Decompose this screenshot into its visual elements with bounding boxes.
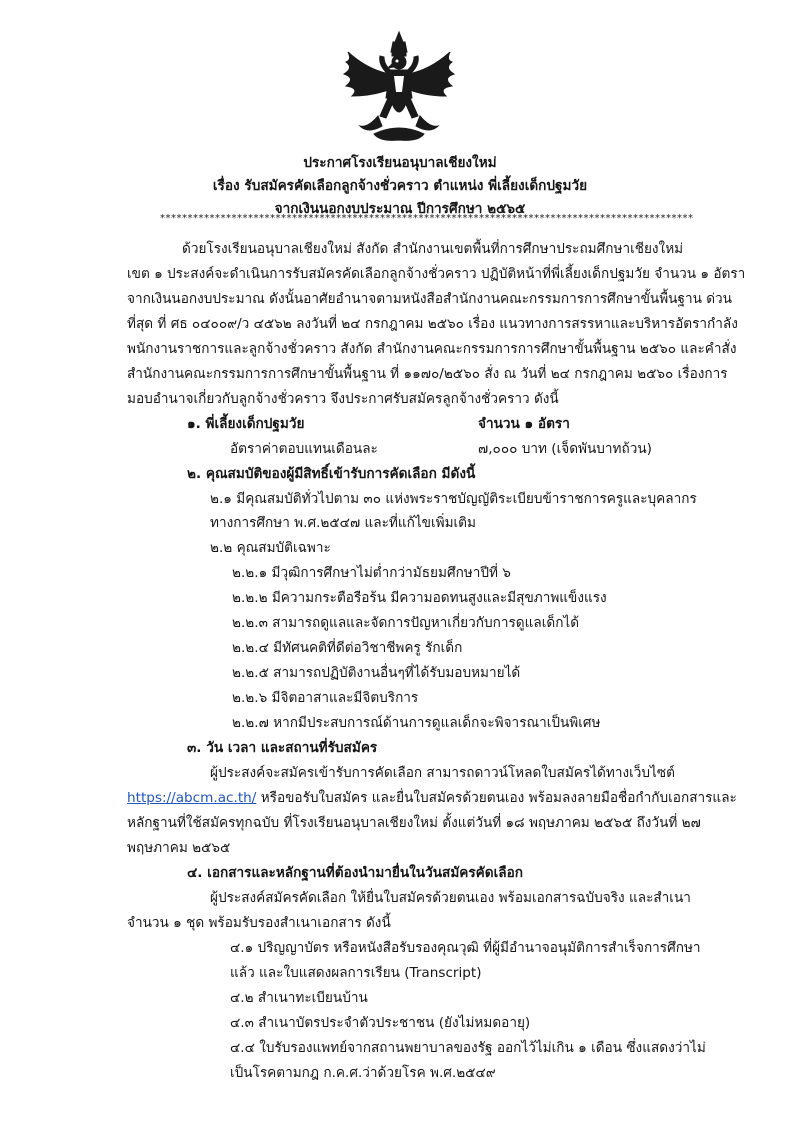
specific-qualification: ๒.๒.๑ มีวุฒิการศึกษาไม่ต่ำกว่ามัธยมศึกษาปีที่ ๖ [232,565,511,581]
document-item: ๔.๔ ใบรับรองแพทย์จากสถานพยาบาลของรัฐ ออกไว้ไม่เกิน ๑ เดือน ซึ่งแสดงว่าไม่ [230,1040,706,1056]
document-item: แล้ว และใบแสดงผลการเรียน (Transcript) [230,965,482,981]
document-item: ๔.๒ สำเนาทะเบียนบ้าน [230,990,368,1006]
specific-qualification: ๒.๒.๒ มีความกระตือรือร้น มีความอดทนสูงและมีสุขภาพแข็งแรง [232,590,607,606]
documents-line: จำนวน ๑ ชุด พร้อมรับรองสำเนาเอกสาร ดังนี้ [127,915,391,931]
application-heading: ๓. วัน เวลา และสถานที่รับสมัคร [187,740,378,756]
document-item: เป็นโรคตามกฎ ก.ค.ศ.ว่าด้วยโรค พ.ศ.๒๕๔๙ [230,1065,496,1081]
intro-line: สำนักงานคณะกรรมการการศึกษาขั้นพื้นฐาน ที่ ๑๑๗๐/๒๕๖๐ สั่ง ณ วันที่ ๒๔ กรกฎาคม ๒๕๖๐ เรื่องการ [127,366,728,382]
website-link[interactable]: https://abcm.ac.th/ [127,790,257,806]
specific-qualification: ๒.๒.๗ หากมีประสบการณ์ด้านการดูแลเด็กจะพิจารณาเป็นพิเศษ [232,715,601,731]
specific-qualification: ๒.๒.๖ มีจิตอาสาและมีจิตบริการ [232,690,419,706]
intro-line: เขต ๑ ประสงค์จะดำเนินการรับสมัครคัดเลือกลูกจ้างชั่วคราว ปฏิบัติหน้าที่พี่เลี้ยงเด็กปฐมวัย จำนวน ๑ อัตรา [127,266,746,282]
announcement-subject: เรื่อง รับสมัครคัดเลือกลูกจ้างชั่วคราว ตำแหน่ง พี่เลี้ยงเด็กปฐมวัย [212,178,588,194]
documents-heading: ๔. เอกสารและหลักฐานที่ต้องนำมายื่นในวันสมัครคัดเลือก [187,865,523,881]
intro-line: มอบอำนาจเกี่ยวกับลูกจ้างชั่วคราว จึงประกาศรับสมัครลูกจ้างชั่วคราว ดังนี้ [127,391,559,407]
specific-qualification: ๒.๒.๓ สามารถดูแลและจัดการปัญหาเกี่ยวกับการดูแลเด็กได้ [232,615,580,631]
application-line [127,786,737,808]
specific-qualifications-heading: ๒.๒ คุณสมบัติเฉพาะ [210,540,331,556]
application-line: ผู้ประสงค์จะสมัครเข้ารับการคัดเลือก สามารถดาวน์โหลดใบสมัครได้ทางเว็บไซต์ [210,765,675,781]
wage-label: อัตราค่าตอบแทนเดือนละ [230,441,378,457]
wage-value: ๗,๐๐๐ บาท (เจ็ดพันบาทถ้วน) [478,441,652,457]
announcement-fiscal-year: จากเงินนอกงบประมาณ ปีการศึกษา ๒๕๖๕ [274,201,526,217]
application-line-rest: หรือขอรับใบสมัคร และยื่นใบสมัครด้วยตนเอง พร้อมลงลายมือชื่อกำกับเอกสารและ [256,790,737,806]
general-qualification: ๒.๑ มีคุณสมบัติทั่วไปตาม ๓๐ แห่งพระราชบัญญัติระเบียบข้าราชการครูและบุคลากร [210,491,697,507]
garuda-emblem-icon [338,30,460,148]
specific-qualification: ๒.๒.๕ สามารถปฏิบัติงานอื่นๆที่ได้รับมอบหมายได้ [232,665,521,681]
intro-line: พนักงานราชการและลูกจ้างชั่วคราว สังกัด สำนักงานคณะกรรมการการศึกษาขั้นพื้นฐาน ๒๕๖๐ และคำสั่ง [127,341,737,357]
general-qualification: ทางการศึกษา พ.ศ.๒๕๔๗ และที่แก้ไขเพิ่มเติม [210,515,476,531]
star-divider: ************************************************************************************************* [160,213,694,224]
intro-line: ด้วยโรงเรียนอนุบาลเชียงใหม่ สังกัด สำนักงานเขตพื้นที่การศึกษาประถมศึกษาเชียงใหม่ [182,241,684,257]
document-item: ๔.๓ สำเนาบัตรประจำตัวประชาชน (ยังไม่หมดอายุ) [230,1015,531,1031]
documents-line: ผู้ประสงค์สมัครคัดเลือก ให้ยื่นใบสมัครด้วยตนเอง พร้อมเอกสารฉบับจริง และสำเนา [210,890,691,906]
application-line: หลักฐานที่ใช้สมัครทุกฉบับ ที่โรงเรียนอนุบาลเชียงใหม่ ตั้งแต่วันที่ ๑๘ พฤษภาคม ๒๕๖๕ ถึงวันที่ ๒๗ [127,815,701,831]
application-line: พฤษภาคม ๒๕๖๕ [127,840,231,856]
intro-line: จากเงินนอกงบประมาณ ดังนั้นอาศัยอำนาจตามหนังสือสำนักงานคณะกรรมการการศึกษาขั้นพื้นฐาน ด่วน [127,291,732,307]
qualifications-heading: ๒. คุณสมบัติของผู้มีสิทธิ์เข้ารับการคัดเลือก มีดังนี้ [187,466,476,482]
specific-qualification: ๒.๒.๔ มีทัศนคติที่ดีต่อวิชาชีพครู รักเด็ก [232,640,463,656]
document-item: ๔.๑ ปริญญาบัตร หรือหนังสือรับรองคุณวุฒิ ที่ผู้มีอำนาจอนุมัติการสำเร็จการศึกษา [230,940,701,956]
intro-line: ที่สุด ที่ ศธ ๐๔๐๐๙/ว ๔๕๖๒ ลงวันที่ ๒๔ กรกฎาคม ๒๕๖๐ เรื่อง แนวทางการสรรหาและบริหารอัตรากำลัง [127,316,738,332]
announcement-title: ประกาศโรงเรียนอนุบาลเชียงใหม่ [303,155,497,171]
position-count: จำนวน ๑ อัตรา [478,416,570,432]
position-heading: ๑. พี่เลี้ยงเด็กปฐมวัย [187,416,305,432]
